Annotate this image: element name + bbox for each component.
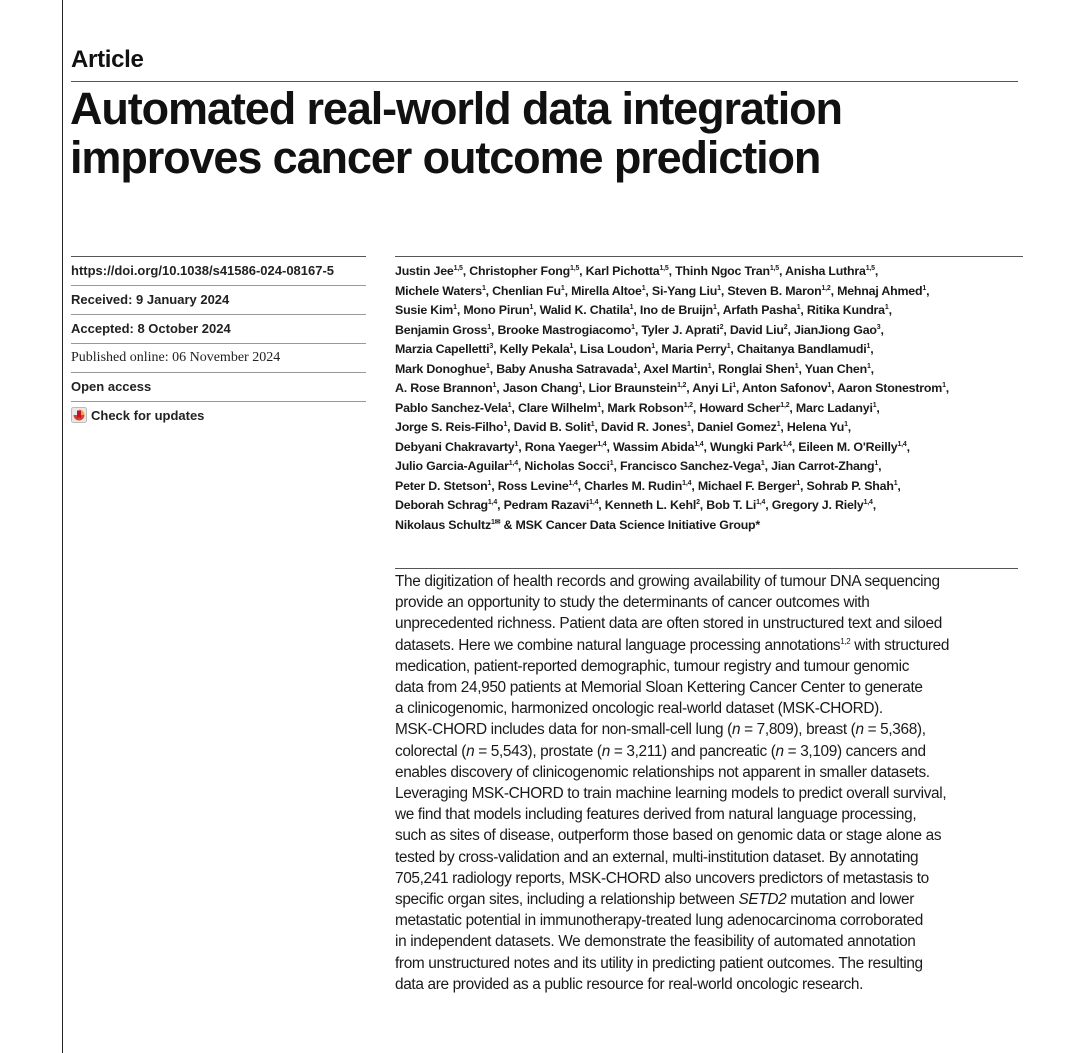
check-for-updates-button[interactable] — [71, 402, 366, 430]
author-name: Gregory J. Riely — [771, 498, 864, 512]
author-name: Mehnaj Ahmed — [837, 283, 923, 298]
author-name: Ino de Bruijn — [639, 303, 713, 317]
open-access-label: Open access — [71, 373, 366, 402]
author-affiliation: 1 — [453, 303, 457, 311]
author-name: Daniel Gomez — [697, 420, 777, 434]
author-affiliation: 1 — [942, 381, 946, 389]
author-affiliation: 1,5 — [659, 264, 669, 272]
author-name: Ross Levine — [497, 478, 569, 493]
author-affiliation: 1,4 — [682, 479, 692, 487]
left-margin-rule — [62, 0, 63, 1053]
author-name: Anisha Luthra — [785, 264, 866, 278]
author-affiliation: 1,4 — [597, 440, 607, 448]
author-affiliation: 1 — [633, 362, 638, 370]
author-affiliation: 1 — [922, 284, 927, 292]
author-affiliation: 1,4 — [694, 440, 704, 448]
author-affiliation: 1,4 — [487, 498, 498, 506]
author-affiliation: 1 — [796, 303, 801, 311]
author-affiliation: 1,2 — [821, 284, 831, 292]
author-affiliation: 1 — [492, 381, 497, 389]
author-name: Yuan Chen — [804, 361, 867, 376]
author-name: Deborah Schrag — [395, 498, 488, 512]
author-affiliation: 1✉ — [490, 518, 501, 526]
author-name: Marzia Capelletti — [395, 342, 490, 356]
abstract-line: from unstructured notes and its utility in predicting patient outcomes. The resulting — [395, 954, 923, 972]
author-name: Pedram Razavi — [503, 498, 590, 512]
author-name: David Liu — [729, 322, 784, 337]
author-name: Christopher Fong — [469, 264, 570, 278]
author-name: Peter D. Stetson — [395, 478, 488, 493]
author-line — [395, 516, 1023, 536]
author-name: Marc Ladanyi — [795, 400, 873, 415]
author-line: Benjamin Gross$^1$, Brooke Mastrogiacomo$^1$, Tyler J. Aprati$^2$, David Liu$^2$, JianJiong Gao$^3$, — [395, 322, 884, 337]
author-name: Justin Jee — [395, 264, 454, 278]
consortium-name: & MSK Cancer Data Science Initiative Group* — [500, 517, 761, 532]
check-for-updates-icon — [71, 407, 87, 423]
author-name: Mirella Altoe — [571, 283, 642, 298]
author-name: Anton Safonov — [741, 381, 828, 395]
author-name: Jorge S. Reis-Filho — [395, 420, 504, 434]
author-name: Steven B. Maron — [727, 283, 822, 298]
author-affiliation: 1 — [609, 459, 614, 467]
author-line: Mark Donoghue$^1$, Baby Anusha Satravada$^1$, Axel Martin$^1$, Ronglai Shen$^1$, Yuan Chen$^1$, — [395, 361, 874, 376]
author-line: Michele Waters$^1$, Chenlian Fu$^1$, Mirella Altoe$^1$, Si-Yang Liu$^1$, Steven B. Maron$^{1,2}$, Mehnaj Ahmed$^1$, — [395, 283, 930, 298]
author-affiliation: 1 — [893, 479, 898, 487]
author-affiliation: 1,4 — [897, 440, 907, 448]
author-name: Susie Kim — [395, 303, 454, 317]
author-name: Bob T. Li — [706, 498, 757, 512]
author-name: Benjamin Gross — [395, 322, 488, 337]
author-name: Howard Scher — [699, 400, 781, 415]
author-line: Marzia Capelletti$^3$, Kelly Pekala$^1$, Lisa Loudon$^1$, Maria Perry$^1$, Chaitanya Bandlamudi$^1$, — [395, 342, 874, 356]
author-name: Lisa Loudon — [579, 342, 652, 356]
author-name: Ronglai Shen — [717, 361, 795, 376]
author-affiliation: 1 — [686, 420, 691, 428]
author-affiliation: 1 — [631, 323, 635, 331]
author-line: Pablo Sanchez-Vela$^1$, Clare Wilhelm$^1$, Mark Robson$^{1,2}$, Howard Scher$^{1,2}$, Marc Ladanyi$^1$, — [395, 400, 880, 415]
author-name: Axel Martin — [643, 361, 708, 376]
article-title — [70, 84, 1030, 182]
abstract-line: 705,241 radiology reports, MSK-CHORD also uncovers predictors of metastasis to — [395, 869, 929, 887]
author-affiliation: 1,4 — [508, 459, 518, 467]
abstract-line: metastatic potential in immunotherapy-treated lung adenocarcinoma corroborated — [395, 912, 923, 930]
author-affiliation: 1,5 — [769, 264, 779, 272]
abstract-line: a clinicogenomic, harmonized oncologic real-world dataset (MSK-CHORD). — [395, 700, 883, 718]
author-name: Julio Garcia-Aguilar — [395, 459, 509, 473]
received-date: Received: 9 January 2024 — [71, 286, 366, 315]
abstract-line: unprecedented richness. Patient data are often stored in unstructured text and siloed — [395, 615, 942, 633]
author-name: Aaron Stonestrom — [837, 381, 943, 395]
author-affiliation: 3 — [489, 342, 494, 350]
article-title-line: Automated real-world data integration — [70, 83, 842, 134]
author-affiliation: 3 — [876, 323, 881, 331]
author-affiliation: 1 — [866, 362, 871, 370]
author-line: Julio Garcia-Aguilar$^{1,4}$, Nicholas Socci$^1$, Francisco Sanchez-Vega$^1$, Jian Carrot-Zhang$^1$, — [395, 459, 882, 473]
author-affiliation: 1 — [796, 479, 801, 487]
author-affiliation: 1 — [560, 284, 565, 292]
author-affiliation: 1,2 — [683, 401, 693, 409]
author-name: Chaitanya Bandlamudi — [736, 342, 867, 356]
article-title-line: improves cancer outcome prediction — [70, 132, 821, 183]
abstract-divider — [395, 568, 1018, 569]
author-affiliation: 2 — [719, 323, 724, 331]
author-name: Tyler J. Aprati — [641, 322, 720, 337]
author-name: David R. Jones — [600, 420, 687, 434]
author-affiliation: 1 — [872, 401, 877, 409]
author-name: Wungki Park — [709, 439, 783, 454]
author-name: Brooke Mastrogiacomo — [497, 322, 632, 337]
author-affiliation: 1,5 — [453, 264, 463, 272]
author-affiliation: 1 — [732, 381, 736, 389]
author-affiliation: 1,5 — [570, 264, 580, 272]
author-affiliation: 1 — [629, 303, 634, 311]
author-affiliation: 1 — [569, 342, 574, 350]
author-affiliation: 1 — [590, 420, 595, 428]
author-name: Thinh Ngoc Tran — [675, 264, 770, 278]
author-affiliation: 1 — [641, 284, 646, 292]
author-affiliation: 1 — [712, 303, 717, 311]
author-affiliation: 1,2 — [780, 401, 790, 409]
author-name: Debyani Chakravarty — [395, 439, 515, 454]
author-affiliation: 1 — [707, 362, 712, 370]
author-line: Deborah Schrag$^{1,4}$, Pedram Razavi$^{1,4}$, Kenneth L. Kehl$^2$, Bob T. Li$^{1,4}$, Gregory J. Riely$^{1,4}$, — [395, 498, 876, 512]
author-name: Walid K. Chatila — [539, 303, 630, 317]
abstract-line: The digitization of health records and growing availability of tumour DNA sequencing — [395, 573, 940, 590]
author-name: Arfath Pasha — [722, 303, 797, 317]
author-affiliation: 1 — [597, 401, 601, 409]
article-type-label: Article — [71, 46, 144, 73]
author-affiliation: 1 — [487, 323, 491, 331]
check-for-updates-label: Check for updates — [91, 408, 205, 423]
author-line: Justin Jee$^{1,5}$, Christopher Fong$^{1,5}$, Karl Pichotta$^{1,5}$, Thinh Ngoc Tran$^{1,5}$, Anisha Luthra$^{1,5}$, — [395, 264, 879, 278]
abstract-line: in independent datasets. We demonstrate the feasibility of automated annotation — [395, 933, 916, 951]
author-affiliation: 1 — [486, 362, 490, 370]
author-line: Susie Kim$^1$, Mono Pirun$^1$, Walid K. Chatila$^1$, Ino de Bruijn$^1$, Arfath Pasha$^1$, Ritika Kundra$^1$, — [395, 303, 892, 317]
author-name: A. Rose Brannon — [395, 381, 493, 395]
author-name: Charles M. Rudin — [584, 478, 683, 493]
author-affiliation: 1 — [874, 459, 879, 467]
author-name: Nikolaus Schultz — [395, 517, 491, 532]
abstract-line: medication, patient-reported demographic, tumour registry and tumour genomic — [395, 657, 910, 675]
author-list — [395, 256, 1023, 535]
author-affiliation: 1 — [717, 284, 721, 292]
author-affiliation: 1 — [507, 401, 512, 409]
author-affiliation: 1,4 — [863, 498, 873, 506]
author-affiliation: 1 — [794, 362, 799, 370]
abstract-line: Leveraging MSK-CHORD to train machine learning models to predict overall survival, — [395, 785, 947, 803]
author-name: Lior Braunstein — [588, 381, 678, 395]
author-name: Mono Pirun — [463, 303, 530, 317]
author-name: Mark Donoghue — [395, 361, 487, 376]
author-name: Ritika Kundra — [806, 303, 885, 317]
author-affiliation: 1 — [578, 381, 583, 389]
author-name: Helena Yu — [786, 420, 845, 434]
author-affiliation: 1 — [884, 303, 889, 311]
author-name: Sohrab P. Shah — [806, 478, 894, 493]
author-name: Kenneth L. Kehl — [604, 498, 697, 512]
author-line: Peter D. Stetson$^1$, Ross Levine$^{1,4}$, Charles M. Rudin$^{1,4}$, Michael F. Berger$^1$, Sohrab P. Shah$^1$, — [395, 478, 901, 493]
author-affiliation: 2 — [783, 323, 788, 331]
author-affiliation: 1 — [481, 284, 486, 292]
author-name: Maria Perry — [661, 342, 727, 356]
author-affiliation: 2 — [696, 498, 700, 506]
author-line: Jorge S. Reis-Filho$^1$, David B. Solit$^1$, David R. Jones$^1$, Daniel Gomez$^1$, Helena Yu$^1$, — [395, 420, 852, 434]
abstract-line: data are provided as a public resource for real-world oncologic research. — [395, 975, 864, 993]
abstract-line: such as sites of disease, outperform those based on genomic data or stage alone as — [395, 827, 942, 845]
article-metadata — [71, 256, 366, 430]
abstract-line: MSK-CHORD includes data for non-small-cell lung (n = 7,809), breast (n = 5,368), — [395, 721, 926, 739]
author-affiliation: 1,2 — [677, 381, 687, 389]
author-affiliation: 1,4 — [568, 479, 578, 487]
abstract — [395, 571, 1035, 995]
author-affiliation: 1 — [726, 342, 731, 350]
author-affiliation: 1,4 — [782, 440, 792, 448]
author-name: Karl Pichotta — [585, 264, 660, 278]
author-name: Wassim Abida — [612, 439, 695, 454]
author-name: Clare Wilhelm — [517, 400, 598, 415]
author-name: Chenlian Fu — [492, 283, 561, 298]
abstract-line: specific organ sites, including a relationship between SETD2 mutation and lower — [395, 891, 915, 909]
author-name: Anyi Li — [692, 381, 733, 395]
author-affiliation: 1 — [776, 420, 781, 428]
author-name: Mark Robson — [607, 400, 684, 415]
author-name: Michele Waters — [395, 283, 482, 298]
author-name: Nicholas Socci — [524, 459, 610, 473]
author-name: Jian Carrot-Zhang — [771, 459, 875, 473]
author-affiliation: 1 — [844, 420, 848, 428]
author-name: Pablo Sanchez-Vela — [395, 400, 508, 415]
author-name: Michael F. Berger — [697, 478, 797, 493]
author-name: Francisco Sanchez-Vega — [619, 459, 761, 473]
author-affiliation: 1,4 — [756, 498, 766, 506]
published-date: Published online: 06 November 2024 — [71, 344, 366, 373]
abstract-line: colorectal (n = 5,543), prostate (n = 3,211) and pancreatic (n = 3,109) cancers and — [395, 742, 926, 760]
author-name: Si-Yang Liu — [651, 283, 718, 298]
accepted-date: Accepted: 8 October 2024 — [71, 315, 366, 344]
abstract-line: we find that models including features derived from natural language processing, — [395, 806, 917, 824]
author-affiliation: 1 — [487, 479, 492, 487]
author-name: David B. Solit — [513, 420, 591, 434]
abstract-line: datasets. Here we combine natural language processing annotations$^{1,2}$ with structured — [395, 636, 950, 654]
doi-link[interactable]: https://doi.org/10.1038/s41586-024-08167-5 — [71, 257, 366, 286]
abstract-line: provide an opportunity to study the determinants of cancer outcomes with — [395, 594, 870, 612]
author-line: Debyani Chakravarty$^1$, Rona Yaeger$^{1,4}$, Wassim Abida$^{1,4}$, Wungki Park$^{1,4}$, Eileen M. O'Reilly$^{1,4}$, — [395, 439, 910, 454]
abstract-line: data from 24,950 patients at Memorial Sloan Kettering Cancer Center to generate — [395, 679, 923, 697]
author-affiliation: 1,4 — [589, 498, 599, 506]
author-affiliation: 1 — [760, 459, 765, 467]
author-name: Jason Chang — [502, 381, 579, 395]
author-line: A. Rose Brannon$^1$, Jason Chang$^1$, Lior Braunstein$^{1,2}$, Anyi Li$^1$, Anton Safonov$^1$, Aaron Stonestrom$^1$, — [395, 381, 950, 395]
abstract-line: enables discovery of clinicogenomic relationships not apparent in smaller datasets. — [395, 763, 930, 781]
author-affiliation: 1 — [866, 342, 871, 350]
author-affiliation: 1 — [529, 303, 534, 311]
author-affiliation: 1 — [503, 420, 508, 428]
author-name: Kelly Pekala — [499, 342, 570, 356]
author-affiliation: 1 — [514, 440, 519, 448]
author-name: Rona Yaeger — [524, 439, 598, 454]
author-name: JianJiong Gao — [793, 322, 877, 337]
title-divider — [71, 81, 1018, 82]
author-affiliation: 1 — [651, 342, 655, 350]
author-name: Eileen M. O'Reilly — [798, 439, 898, 454]
author-affiliation: 1,5 — [865, 264, 875, 272]
abstract-line: tested by cross-validation and an external, multi-institution dataset. By annotating — [395, 848, 919, 866]
author-name: Baby Anusha Satravada — [496, 361, 634, 376]
author-affiliation: 1 — [827, 381, 832, 389]
